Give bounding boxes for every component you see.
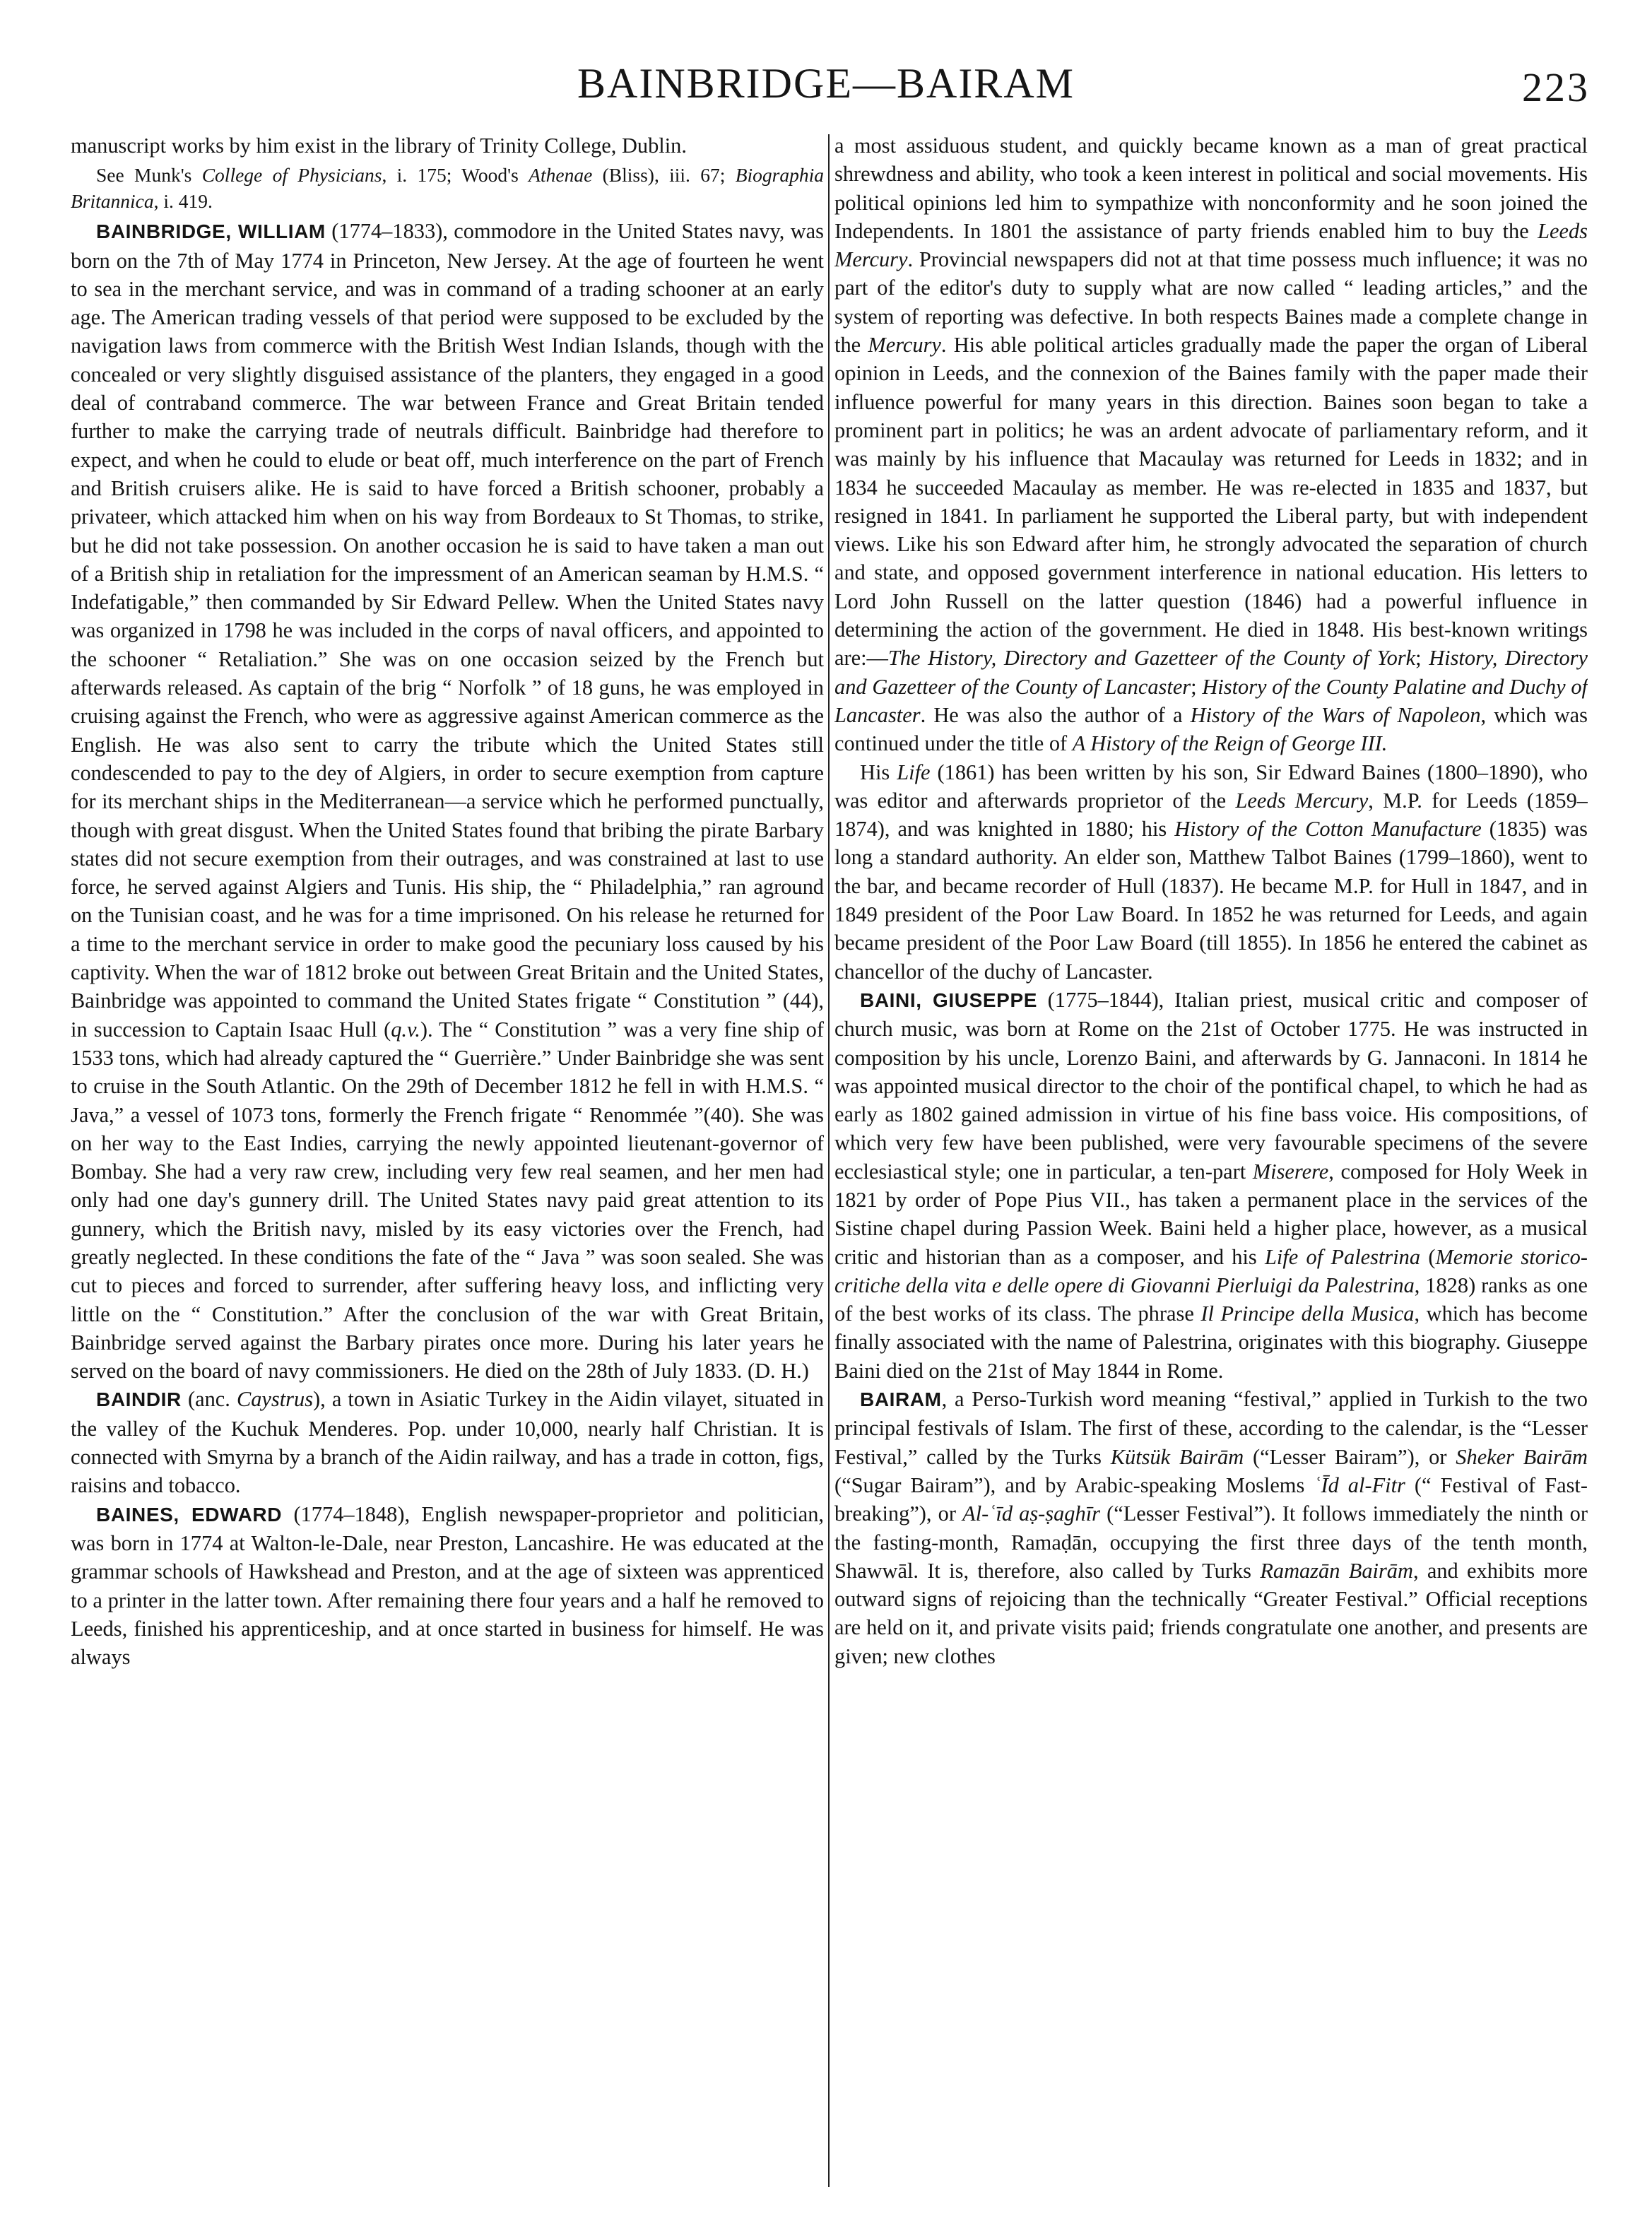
text-span: (1774–1848), English newspaper-proprietor and politician, was born in 1774 at Walton-le-Dale, near Preston, Lancashire. He was educated at the grammar schools of Hawkshead and Preston, and at the age of sixteen was apprenticed to a printer in the latter town. After remaining there four years and a half he removed to Leeds, finished his apprenticeship, and at once started in business for himself. He was always	[71, 1502, 824, 1670]
italic-span: Miserere	[1252, 1159, 1329, 1184]
headword: BAINDIR	[96, 1388, 182, 1411]
references	[71, 162, 824, 214]
page-number: 223	[1522, 64, 1590, 110]
text-span: (“Lesser Festival”). It follows immediately the ninth or the fasting-month, Ramaḍān, occupying the first three days of the tenth month, Shawwāl. It is, therefore, also called by Turks	[834, 1502, 1588, 1583]
text-span: (1861) has been written by his son, Sir Edward Baines (1800–1890), who was editor and afterwards proprietor of the	[834, 760, 1588, 813]
text-span: See Munk's	[96, 164, 202, 187]
entry-baindir	[71, 1385, 824, 1499]
italic-span: Athenae	[529, 164, 593, 187]
entry-baines-edward	[71, 1500, 824, 1672]
text-span: (1835) was long a standard authority. An elder son, Matthew Talbot Baines (1799–1860), went to the bar, and became recorder of Hull (1837). He became M.P. for Hull in 1847, and in 1849 president of the Poor Law Board. In 1852 he was returned for Leeds, and again became president of the Poor Law Board (till 1855). In 1856 he entered the cabinet as chancellor of the duchy of Lancaster.	[834, 817, 1588, 984]
italic-span: The History, Directory and Gazetteer of the County of York	[887, 646, 1416, 671]
italic-span: History, Directory and Gazetteer of the County of Lancaster	[834, 646, 1588, 699]
italic-span: Ramazān Bairām	[1260, 1558, 1413, 1583]
italic-span: History of the Cotton Manufacture	[1174, 817, 1482, 842]
text-span: , 1828) ranks as one of the best works of its class. The phrase	[834, 1273, 1588, 1326]
italic-span: College of Physicians	[201, 164, 382, 187]
text-span: ). The “ Constitution ” was a very fine ship of 1533 tons, which had already captured the “ Guerrière.” Under Bainbridge she was sent to cruise in the South Atlantic. On the 29th of December 1812 he fell in with H.M.S. “ Java,” a vessel of 1073 tons, formerly the French frigate “ Renommée ”(40). She was on her way to the East Indies, carrying the newly appointed lieutenant-governor of Bombay. She had a very raw crew, including very few real seamen, and her men had only had one day's gunnery drill. The United States navy paid great attention to its gunnery, which the British navy, misled by its easy victories over the French, had greatly neglected. In these conditions the fate of the “ Java ” was soon sealed. She was cut to pieces and forced to surrender, after suffering heavy loss, and inflicting very little on the “ Constitution.” After the conclusion of the war with Great Britain, Bainbridge served against the Barbary pirates once more. During his later years he served on the board of navy commissioners. He died on the 28th of July 1833. (D. H.)	[71, 1017, 824, 1384]
text-span: . His able political articles gradually made the paper the organ of Liberal opinion in Leeds, and the connexion of the Baines family with the paper made their influence powerful for many years in this direction. Baines soon began to take a prominent part in politics; he was an ardent advocate of parliamentary reform, and it was mainly by his influence that Macaulay was returned for Leeds in 1832; and in 1834 he succeeded Macaulay as member. He was re-elected in 1835 and 1837, but resigned in 1841. In parliament he supported the Liberal party, but with independent views. Like his son Edward after him, he strongly advocated the separation of church and state, and opposed government interference in national education. His letters to Lord John Russell on the latter question (1846) had a powerful influence in determining the action of the government. He died in 1848. His best-known writings are:—	[834, 333, 1588, 671]
italic-span: A History of the Reign of George III.	[1072, 731, 1388, 756]
text-span: (1775–1844), Italian priest, musical critic and composer of church music, was born at Rome on the 21st of October 1775. He was instructed in composition by his uncle, Lorenzo Baini, and afterwards by G. Jannaconi. In 1814 he was appointed musical director to the choir of the pontifical chapel, to which he had as early as 1802 gained admission in virtue of his fine bass voice. His compositions, of which very few have been published, were very favourable specimens of the severe ecclesiastical style; one in particular, a ten-part	[834, 987, 1588, 1184]
headword: BAIRAM	[860, 1388, 942, 1411]
entry-bairam	[834, 1385, 1588, 1670]
italic-span: History of the County Palatine and Duchy of Lancaster	[834, 674, 1588, 727]
text-span: , i. 419.	[153, 190, 213, 213]
column-divider	[828, 134, 830, 2187]
entry-baines-life	[834, 758, 1588, 986]
italic-span: ʿĪd al-Fitr	[1314, 1473, 1405, 1497]
headword: BAINBRIDGE, WILLIAM	[96, 220, 326, 243]
entry-bainbridge	[71, 217, 824, 1385]
right-column	[834, 131, 1588, 2191]
entry-baini	[834, 986, 1588, 1385]
text-span: . Provincial newspapers did not at that time possess much influence; it was no part of the editor's duty to supply what are now called “ leading articles,” and the system of reporting was defective. In both respects Baines made a complete change in the	[834, 247, 1588, 358]
paragraph-continuation: manuscript works by him exist in the library of Trinity College, Dublin.	[71, 134, 687, 158]
running-head	[0, 55, 1652, 112]
italic-span: Mercury	[868, 333, 941, 358]
text-span: , which has become finally associated with the name of Palestrina, originates with this biography. Giuseppe Baini died on the 21st of May 1844 in Rome.	[834, 1302, 1588, 1383]
text-span: His	[860, 760, 897, 784]
text-span: (“ Festival of Fast-breaking”), or	[834, 1473, 1588, 1526]
italic-span: History of the Wars of Napoleon	[1190, 702, 1481, 727]
headword: BAINI, GIUSEPPE	[860, 989, 1038, 1011]
text-span: , which was continued under the title of	[834, 702, 1588, 756]
text-span: ), a town in Asiatic Turkey in the Aidin vilayet, situated in the valley of the Kuchuk Menderes. Pop. under 10,000, nearly half Christian. It is connected with Smyrna by a branch of the Aidin railway, and has a trade in cotton, figs, raisins and tobacco.	[71, 1387, 824, 1498]
text-span: ;	[1415, 646, 1429, 671]
italic-span: Il Principe della Musica	[1200, 1302, 1415, 1326]
text-span: a most assiduous student, and quickly became known as a man of great practical shrewdness and ability, who took a keen interest in political and social movements. His political opinions led him to sympathize with nonconformity and he soon joined the Independents. In 1801 the assistance of party friends enabled him to buy the	[834, 134, 1588, 243]
text-span: , i. 175; Wood's	[382, 164, 529, 187]
text-span: (“Lesser Bairam”), or	[1244, 1444, 1456, 1469]
italic-span: q.v.	[391, 1017, 420, 1042]
text-span: (“Sugar Bairam”), and by Arabic-speaking Moslems	[834, 1473, 1314, 1497]
text-span: . He was also the author of a	[920, 702, 1191, 727]
text-span: (1774–1833), commodore in the United States navy, was born on the 7th of May 1774 in Princeton, New Jersey. At the age of fourteen he went to sea in the merchant service, and was in command of a trading schooner at an early age. The American trading vessels of that period were supposed to be excluded by the navigation laws from commerce with the British West Indian Islands, though with the concealed or very slightly disguised assistance of the planters, they engaged in a good deal of contraband commerce. The war between France and Great Britain tended further to make the carrying trade of neutrals difficult. Bainbridge had therefore to expect, and when he could to elude or beat off, much interference on the part of French and British cruisers alike. He is said to have forced a British schooner, probably a privateer, which attacked him when on his way from Bordeaux to St Thomas, to strike, but he did not take possession. On another occasion he is said to have taken a man out of a British ship in retaliation for the impressment of an American seaman by H.M.S. “ Indefatigable,” then commanded by Sir Edward Pellew. When the United States navy was organized in 1798 he was included in the corps of naval officers, and appointed to the schooner “ Retaliation.” She was on one occasion seized by the French but afterwards released. As captain of the brig “ Norfolk ” of 18 guns, he was employed in cruising against the French, who were as aggressive against American commerce as the English. He was also sent to carry the tribute which the United States still condescended to pay to the dey of Algiers, in order to secure exemption from capture for its merchant ships in the Mediterranean—a service which he performed punctually, though with great disgust. When the United States found that bribing the pirate Barbary states did not secure exemption from their outrages, and was constrained at last to use force, he served against Algiers and Tunis. His ship, the “ Philadelphia,” ran aground on the Tunisian coast, and he was for a time imprisoned. On his release he returned for a time to the merchant service in order to make good the pecuniary loss caused by his captivity. When the war of 1812 broke out between Great Britain and the United States, Bainbridge was appointed to command the United States frigate “ Constitution ” (44), in succession to Captain Isaac Hull (	[71, 219, 824, 1042]
headword: BAINES, EDWARD	[96, 1503, 283, 1526]
text-span: , and exhibits more outward signs of rejoicing than the technically “Greater Festival.” Official receptions are held on it, and private visits paid; friends congratulate one another, and presents are given; new clothes	[834, 1558, 1588, 1668]
italic-span: Caystrus	[236, 1387, 314, 1412]
text-span: (	[1420, 1244, 1436, 1269]
text-span: , M.P. for Leeds (1859–1874), and was knighted in 1880; his	[834, 788, 1588, 842]
italic-span: Leeds Mercury	[834, 218, 1588, 272]
text-span: (anc.	[181, 1387, 237, 1412]
left-column	[71, 131, 824, 2191]
text-span: , composed for Holy Week in 1821 by order of Pope Pius VII., has taken a permanent place in the services of the Sistine chapel during Passion Week. Baini held a higher place, however, as a musical critic and historian than as a composer, and his	[834, 1159, 1588, 1269]
italic-span: Leeds Mercury	[1235, 788, 1369, 813]
italic-span: Biographia Britannica	[71, 164, 824, 213]
italic-span: Kütsük Bairām	[1110, 1444, 1244, 1469]
page-title: BAINBRIDGE—BAIRAM	[577, 60, 1075, 107]
italic-span: Life of Palestrina	[1265, 1244, 1421, 1269]
text-span: ;	[1191, 674, 1203, 699]
italic-span: Sheker Bairām	[1456, 1444, 1588, 1469]
entry-baines-continued	[834, 131, 1588, 758]
text-span: , a Perso-Turkish word meaning “festival,” applied in Turkish to the two principal festivals of Islam. The first of these, according to the calendar, is the “Lesser Festival,” called by the Turks	[834, 1387, 1588, 1469]
italic-span: Al-ʿīd aṣ-ṣaghīr	[962, 1502, 1100, 1526]
italic-span: Memorie storico-critiche della vita e delle opere di Giovanni Pierluigi da Palestrina	[834, 1244, 1588, 1297]
italic-span: Life	[897, 760, 931, 784]
text-span: (Bliss), iii. 67;	[592, 164, 736, 187]
